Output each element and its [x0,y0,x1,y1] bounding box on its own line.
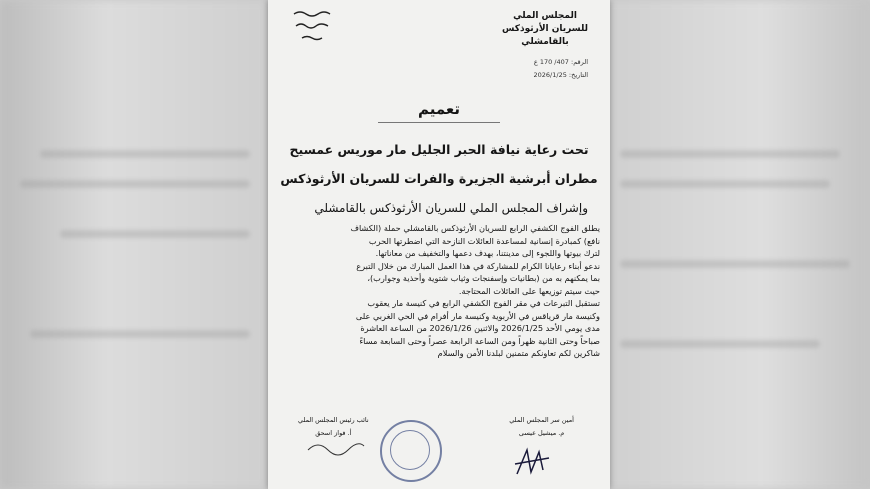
number-label: الرقم [573,58,588,66]
body-line: بما يمكنهم به من (بطانيات وإسفنجات وثياب شتوية وأحذية وجوارب)، [367,273,600,283]
headline-patronage: تحت رعاية نيافة الحبر الجليل مار موريس عمسيح [289,142,589,157]
letterhead-line: للسريان الأرثوذكس [502,24,588,34]
official-stamp [380,420,442,482]
announcement-body [274,222,600,360]
secretary-name: م. ميشيل عيسى [518,429,565,437]
syriac-letterhead [290,8,336,48]
deputy-name: أ. فواز اسحق [315,429,352,437]
blurred-text-ghost [30,330,250,338]
deputy-title: نائب رئيس المجلس الملي [298,416,369,424]
number-value: 407/ 170 ع [533,58,569,66]
body-line: حيث سيتم توزيعها على العائلات المحتاجة. [458,285,600,296]
headline-bishop: مطران أبرشية الجزيرة والفرات للسريان الأرثوذكس [280,171,598,186]
blurred-text-ghost [620,260,850,268]
document-page [268,0,610,489]
handwritten-signature [513,444,553,480]
body-line: يطلق الفوج الكشفي الرابع للسريان الأرثوذكس بالقامشلي حملة (الكشاف [350,223,600,233]
body-line: تستقبل التبرعات في مقر الفوج الكشفي الرابع في كنيسة مار يعقوب [367,298,600,308]
secretary-title: أمين سر المجلس الملي [509,416,574,424]
document-meta: الرقم: 407/ 170 ع التاريخ: 2026/1/25 [533,58,588,79]
blurred-text-ghost [620,340,820,348]
subheadline-supervision: وإشراف المجلس الملي للسريان الأرثوذكس بالقامشلي [314,201,588,215]
title-underline [378,122,500,123]
body-line: ندعو أبناء رعايانا الكرام للمشاركة في هذا العمل المبارك من خلال التبرع [356,260,600,271]
date-label: التاريخ [571,71,588,79]
blurred-text-ghost [620,180,830,188]
body-line: لترك بيوتها واللجوء إلى مدينتنا، بهدف دعمها والتخفيف من معاناتها. [375,248,600,258]
blurred-background-left [0,0,268,489]
council-letterhead [502,10,588,49]
date-value: 2026/1/25 [533,71,567,79]
body-line: نافع) كمبادرة إنسانية لمساعدة العائلات النازحة التي اضطرتها الحرب [368,235,600,246]
blurred-background-right [602,0,870,489]
blurred-text-ghost [20,180,250,188]
body-line: وكنيسة مار قرياقس في الأربوية وكنيسة مار أفرام في الحي الغربي على [355,310,600,321]
document-title: تعميم [417,100,461,118]
blurred-text-ghost [40,150,250,158]
secretary-signature-block [509,414,574,440]
body-line: مدى يومي الأحد 2026/1/25 والاثنين 2026/1/26 من الساعة العاشرة [360,323,600,333]
letterhead-line: المجلس الملي [513,11,577,21]
body-line: صباحاً وحتى الثانية ظهراً ومن الساعة الرابعة عصراً وحتى السابعة مساءً [359,335,600,346]
letterhead-line: بالقامشلي [521,37,569,47]
syriac-script-logo [290,8,336,44]
body-line: شاكرين لكم تعاونكم متمنين لبلدنا الأمن والسلام [437,348,600,358]
blurred-text-ghost [60,230,250,238]
deputy-signature-block [298,414,369,440]
handwritten-flourish [306,438,366,458]
blurred-text-ghost [620,150,840,158]
